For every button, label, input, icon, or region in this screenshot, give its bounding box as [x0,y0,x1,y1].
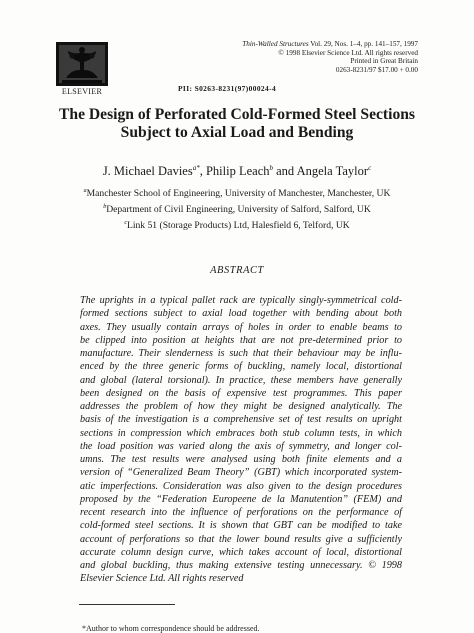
abstract-line: atic imperfections. Consideration was also given to the design procedures [80,480,402,492]
abstract-line: version of “Generalized Beam Theory” (GBT) which incorporated system- [80,467,402,479]
abstract-line: and global (lateral torsional). In practice, these members have generally [80,374,402,386]
abstract-line: umns. The test results were analysed using both finite elements and a [80,454,402,465]
abstract-heading: ABSTRACT [210,265,264,276]
author-mark: c [368,164,372,172]
abstract-line: accurate column design curve, which takes account of local, distortional [80,546,402,558]
abstract-line: basis of the investigation is a comprehensive set of test results on upright [80,414,402,426]
affiliation-list [60,185,414,233]
abstract-line: recent research into the influence of perforations on the performance of [80,507,402,518]
copyright-line: © 1998 Elsevier Science Ltd. All rights reserved [278,48,418,57]
printed-line: Printed in Great Britain [350,57,418,66]
abstract-line: account of perforations so that the lower bound results give a sufficiently [80,533,402,545]
author-name: Philip Leach [205,164,270,179]
abstract-line: be clipped into position at heights that are not pre-determined prior to [80,334,402,346]
affiliation-mark: c [124,219,127,226]
title-line: Subject to Axial Load and Bending [120,124,354,141]
citation-block [188,40,418,74]
abstract-line: addresses the problem of how they might be designed analytically. The [80,401,402,412]
publisher-logo [56,42,108,96]
title-line: The Design of Perforated Cold-Formed Steel Sections [59,106,415,123]
author-list [30,164,444,179]
author-name: Angela Taylor [296,164,369,179]
abstract-line: Elsevier Science Ltd. All rights reserved [80,573,244,585]
abstract-line: The uprights in a typical pallet rack are typically singly-symmetrical cold- [80,295,402,306]
affiliation-item [60,185,414,201]
affiliation-text: Manchester School of Engineering, University of Manchester, Manchester, UK [86,188,391,200]
author-separator: , [199,164,206,179]
journal-name: Thin-Walled Structures [242,40,309,48]
citation-journal-line [188,40,418,49]
footnote-divider [79,604,175,605]
affiliation-mark: a [83,188,87,194]
paper-title [40,106,434,142]
affiliation-text: Link 51 (Storage Products) Ltd, Halesfield 6, Telford, UK [126,220,350,232]
author-separator: and [273,164,297,179]
affiliation-item [60,217,414,233]
abstract-line: and global buckling, thus making extensive testing unnecessary. © 1998 [80,560,402,571]
abstract-line: manufacture. Their slenderness is such that their behaviour may be influ- [80,348,402,359]
author-name: J. Michael Davies [102,164,193,179]
abstract-line: been designed on the basis of expensive test programmes. This paper [80,387,402,399]
abstract-line: axes. They usually contain arrays of holes in order to enable beams to [80,321,402,333]
elsevier-tree-icon [56,42,108,86]
abstract-line: the load position was varied along the axis of symmetry, and longer col- [80,440,402,452]
affiliation-text: Department of Civil Engineering, University of Salford, Salford, UK [106,204,371,216]
abstract-line: formed sections subject to axial load together with bending about both [80,308,402,320]
abstract-line: proposed by the “Federation Europeene de la Manutention” (FEM) and [80,493,402,505]
footnote: *Author to whom correspondence should be addressed. [82,624,260,633]
affiliation-item [60,201,414,217]
abstract-line: cold-formed steel sections. It is shown that GBT can be modified to take [80,520,402,532]
author-mark: b [269,164,273,172]
price-line: 0263-8231/97 $17.00 + 0.00 [335,65,418,74]
pii-identifier: PII: S0263-8231(97)00024-4 [178,84,277,93]
affiliation-mark: b [103,203,107,210]
logo-label: ELSEVIER [61,87,103,96]
abstract-line: enced by the three generic forms of buckling, namely local, distortional [80,361,402,373]
abstract-body [80,294,402,586]
volume-info: Vol. 29, Nos. 1–4, pp. 141–157, 1997 [308,40,418,48]
abstract-line: sections in compression which embraces both stub column tests, in which [80,427,402,439]
author-mark: a* [192,164,200,172]
